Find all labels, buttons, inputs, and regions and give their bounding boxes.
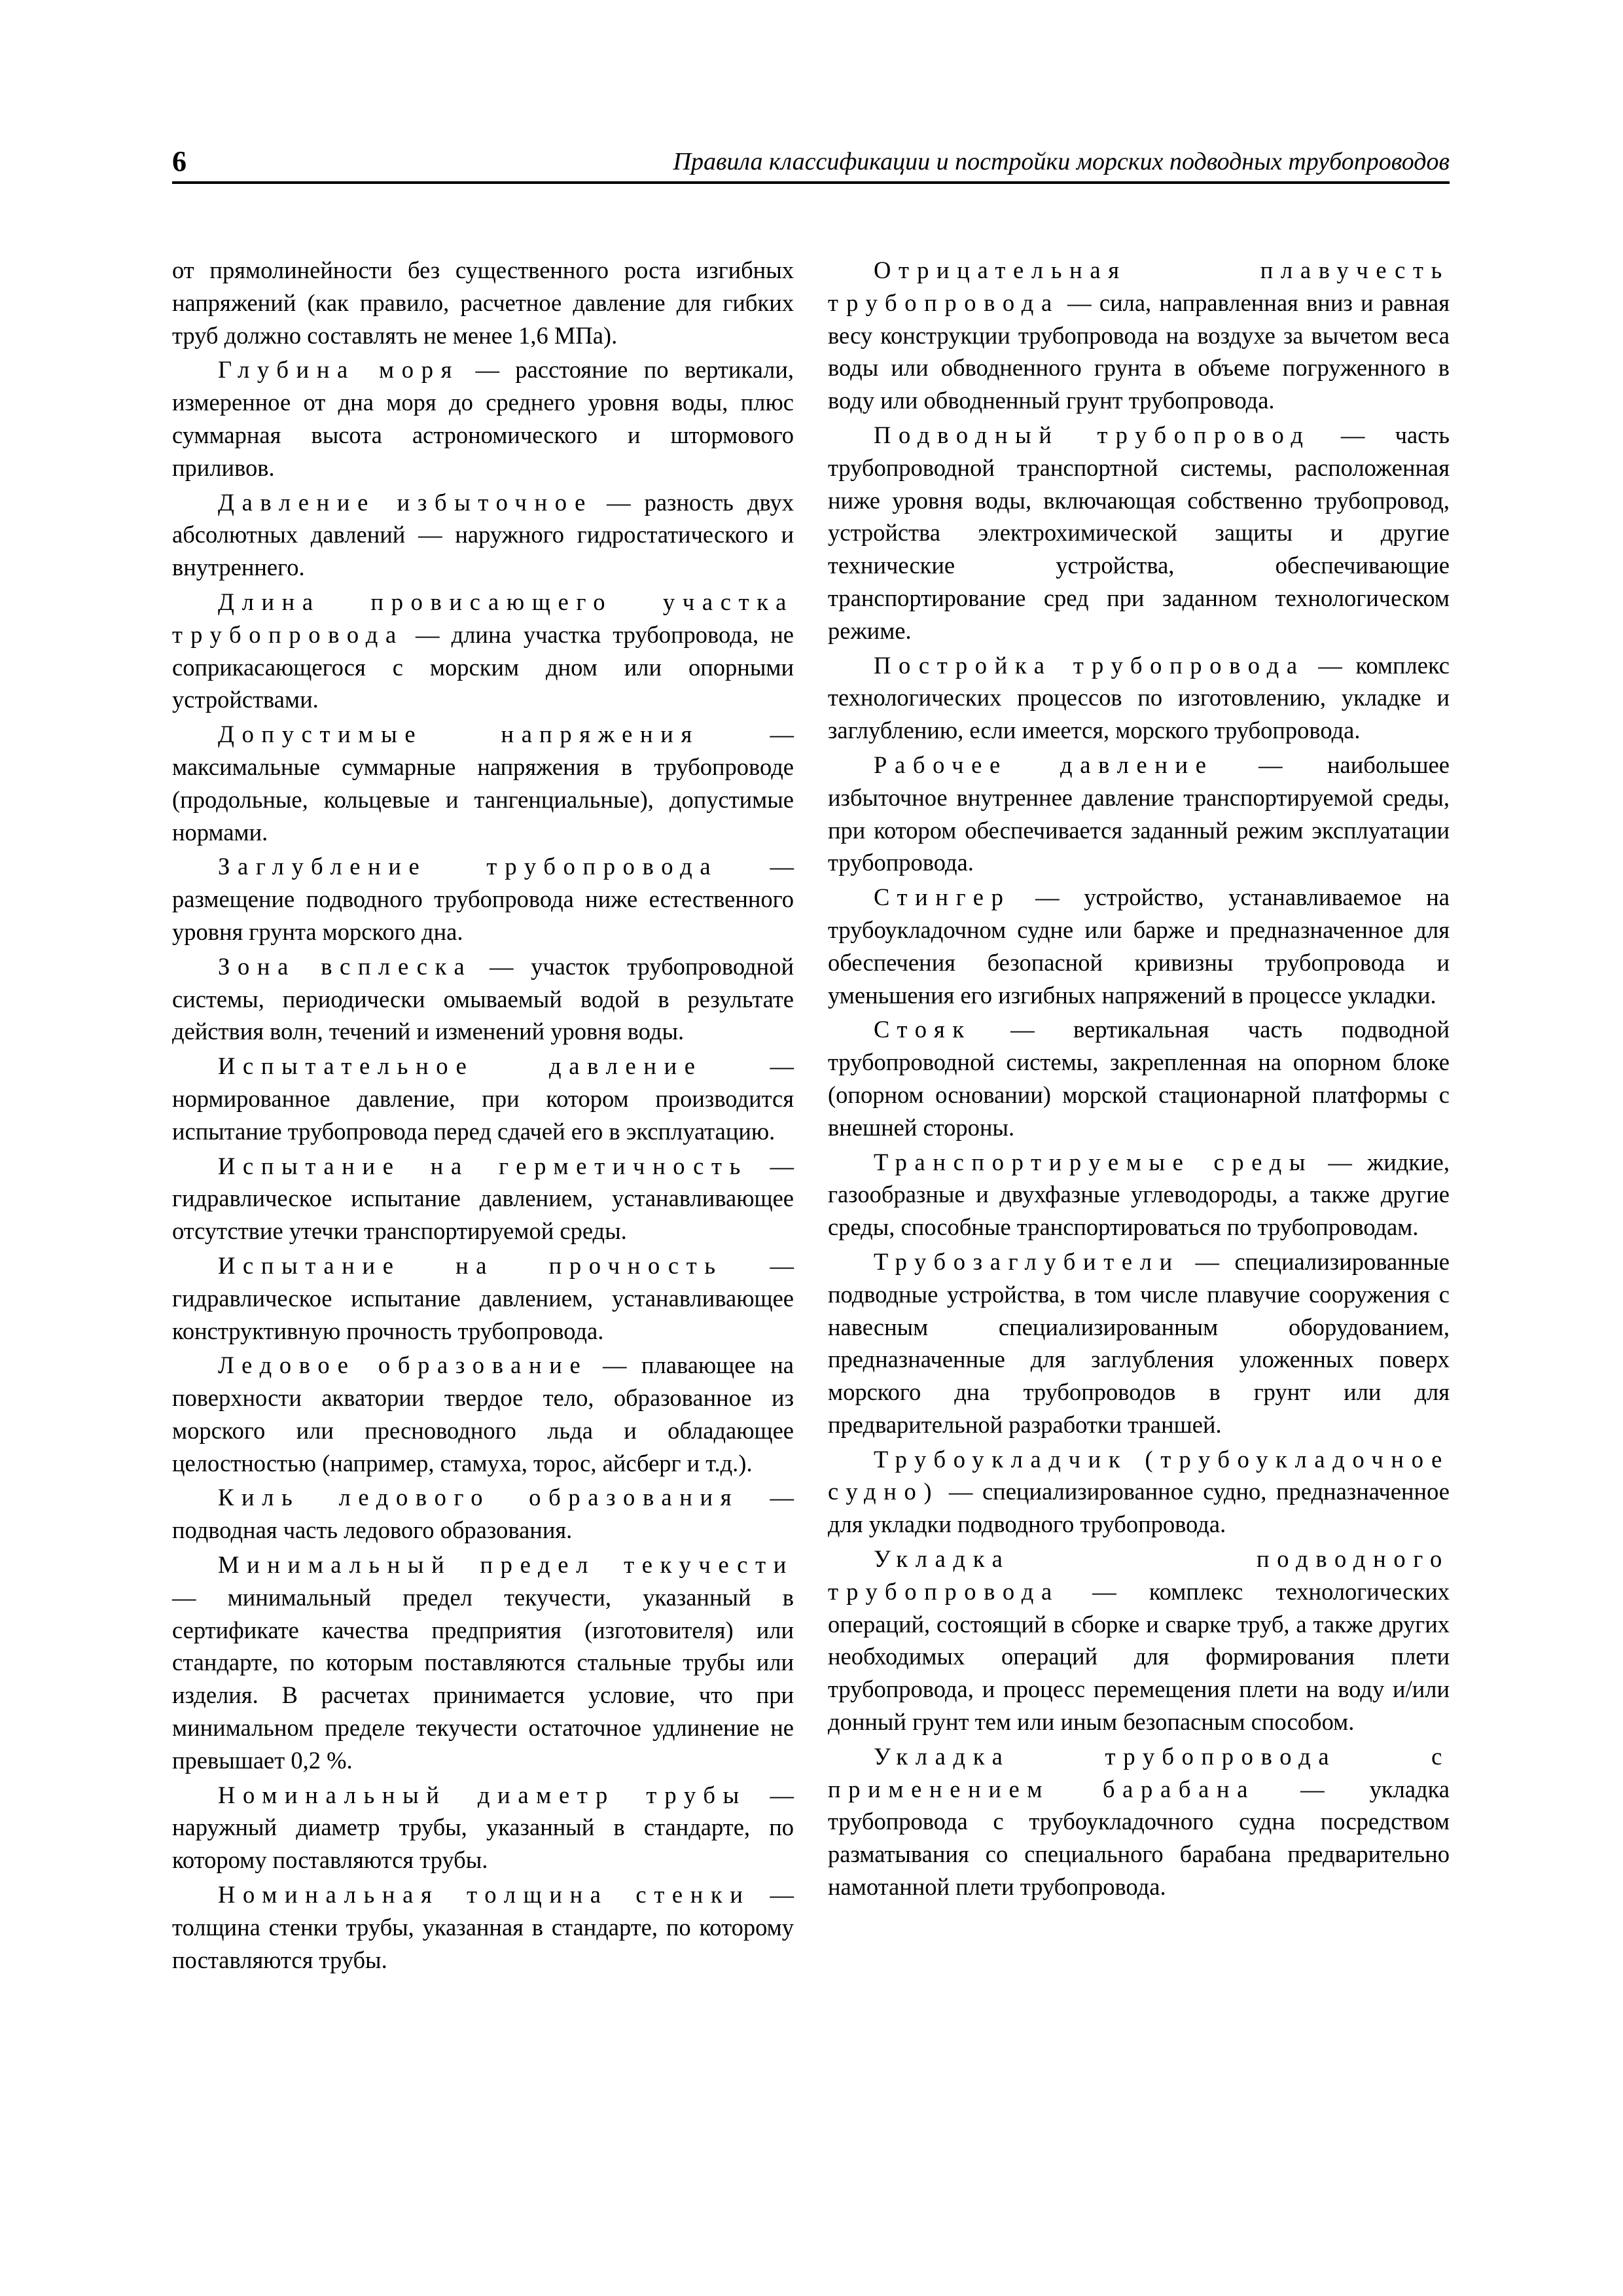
glossary-definition: — жидкие, газообразные и двухфазные углеводороды, а также другие среды, способные транспортироваться по трубопроводам. [828, 1148, 1450, 1241]
glossary-term: Испытание на прочность [218, 1251, 723, 1279]
glossary-entry [172, 1249, 794, 1347]
right-column [828, 254, 1450, 1905]
glossary-definition: — наружный диаметр трубы, указанный в стандарте, по которому поставляются трубы. [172, 1781, 794, 1874]
glossary-term: Ледовое образование [218, 1352, 588, 1379]
glossary-entry [828, 1146, 1450, 1244]
glossary-definition: — участок трубопроводной системы, периодически омываемый водой в результате действия волн, течений и изменений уровня воды. [172, 952, 794, 1045]
glossary-definition: — подводная часть ледового образования. [172, 1484, 794, 1544]
glossary-entry [828, 1543, 1450, 1738]
glossary-entry [828, 419, 1450, 647]
glossary-term: Постройка трубопровода [874, 651, 1305, 679]
glossary-term: Подводный трубопровод [874, 421, 1311, 448]
glossary-term: Допустимые напряжения [218, 721, 700, 748]
glossary-entry [828, 649, 1450, 747]
glossary-term: Стояк [874, 1016, 972, 1043]
glossary-definition: — толщина стенки трубы, указанная в стандарте, по которому поставляются трубы. [172, 1881, 794, 1973]
glossary-definition: — специализированное судно, предназначенное для укладки подводного трубопровода. [828, 1478, 1450, 1538]
glossary-entry [172, 718, 794, 848]
glossary-definition: — размещение подводного трубопровода ниже естественного уровня грунта морского дна. [172, 853, 794, 945]
glossary-term: Рабочее давление [874, 751, 1214, 778]
glossary-entry [828, 1443, 1450, 1541]
glossary-term: Испытание на герметичность [218, 1152, 748, 1179]
glossary-definition: — устройство, устанавливаемое на трубоукладочном судне или барже и предназначенное для обеспечения безопасной кривизны трубопровода и уменьшения его изгибных напряжений в процессе укладки. [828, 884, 1450, 1009]
glossary-entry [172, 586, 794, 716]
glossary-entry [172, 850, 794, 948]
running-title: Правила классификации и постройки морских подводных трубопроводов [673, 148, 1450, 175]
glossary-definition: — минимальный предел текучести, указанный в сертификате качества предприятия (изготовителя) или стандарте, по которым поставляются стальные трубы или изделия. В расчетах принимается условие, что при минимальном пределе текучести остаточное удлинение не превышает 0,2 %. [172, 1583, 794, 1774]
glossary-term: Трубозаглубители [874, 1247, 1180, 1275]
glossary-entry [172, 353, 794, 484]
glossary-term: Киль ледового образования [218, 1484, 740, 1511]
glossary-definition: — гидравлическое испытание давлением, устанавливающее отсутствие утечки транспортируемой среды. [172, 1152, 794, 1245]
glossary-term: Отрицательная плавучесть трубопровода [828, 257, 1450, 316]
glossary-term: Давление избыточное [218, 488, 594, 516]
glossary-definition: — нормированное давление, при котором производится испытание трубопровода перед сдачей его в эксплуатацию. [172, 1052, 794, 1145]
glossary-entry [172, 950, 794, 1048]
glossary-entry [172, 1481, 794, 1547]
glossary-term: Транспортируемые среды [874, 1148, 1313, 1175]
glossary-entry [828, 749, 1450, 879]
glossary-entry [172, 1779, 794, 1876]
glossary-definition: — гидравлическое испытание давлением, устанавливающее конструктивную прочность трубопровода. [172, 1251, 794, 1344]
glossary-term: Номинальный диаметр трубы [218, 1781, 747, 1808]
glossary-term: Номинальная толщина стенки [218, 1881, 751, 1909]
glossary-entry [172, 486, 794, 584]
glossary-entry [172, 1878, 794, 1976]
page-header [172, 145, 1450, 178]
glossary-definition: — максимальные суммарные напряжения в трубопроводе (продольные, кольцевые и тангенциальные), допустимые нормами. [172, 721, 794, 846]
glossary-entry [828, 1246, 1450, 1441]
glossary-definition: — специализированные подводные устройства, в том числе плавучие сооружения с навесным специализированным оборудованием, предназначенные для заглубления уложенных поверх морского дна трубопроводов в грунт или для предварительной разработки траншей. [828, 1247, 1450, 1438]
glossary-definition: — длина участка трубопровода, не соприкасающегося с морским дном или опорными устройствами. [172, 620, 794, 713]
glossary-entry [172, 1050, 794, 1147]
glossary-entry [172, 1150, 794, 1247]
left-column [172, 254, 794, 1978]
glossary-term: Трубоукладчик (трубоукладочное судно) [828, 1445, 1450, 1505]
glossary-definition: — комплекс технологических операций, состоящий в сборке и сварке труб, а также других необходимых операций для формирования плети трубопровода, и процесс перемещения плети на воду и/или донный грунт тем или иным безопасным способом. [828, 1577, 1450, 1736]
glossary-entry [172, 1349, 794, 1479]
glossary-entry [172, 1549, 794, 1777]
glossary-term: Заглубление трубопровода [218, 853, 719, 880]
glossary-entry [828, 881, 1450, 1011]
header-rule [172, 181, 1450, 184]
glossary-definition: — вертикальная часть подводной трубопроводной системы, закрепленная на опорном блоке (опорном основании) морской стационарной платформы с внешней стороны. [828, 1016, 1450, 1141]
glossary-definition: — разность двух абсолютных давлений — наружного гидростатического и внутреннего. [172, 488, 794, 581]
glossary-entry [828, 1740, 1450, 1903]
glossary-definition: — расстояние по вертикали, измеренное от дна моря до среднего уровня воды, плюс суммарная высота астрономического и штормового приливов. [172, 356, 794, 481]
glossary-term: Испытательное давление [218, 1052, 703, 1080]
glossary-definition: — часть трубопроводной транспортной системы, расположенная ниже уровня воды, включающая собственно трубопровод, устройства электрохимической защиты и другие технические устройства, обеспечивающие транспортирование сред при заданном технологическом режиме. [828, 421, 1450, 644]
glossary-term: Укладка трубопровода с применением барабана [828, 1742, 1450, 1803]
glossary-definition: — комплекс технологических процессов по изготовлению, укладке и заглублению, если имеется, морского трубопровода. [828, 651, 1450, 744]
continued-paragraph: от прямолинейности без существенного роста изгибных напряжений (как правило, расчетное давление для гибких труб должно составлять не менее 1,6 МПа). [172, 257, 794, 349]
glossary-term: Стингер [874, 884, 1011, 911]
glossary-definition: — плавающее на поверхности акватории твердое тело, образованное из морского или пресноводного льда и обладающее целостностью (например, стамуха, торос, айсберг и т.д.). [172, 1352, 794, 1477]
glossary-term: Зона всплеска [218, 952, 473, 980]
glossary-definition: — укладка трубопровода с трубоукладочного судна посредством разматывания со специального барабана предварительно намотанной плети трубопровода. [828, 1775, 1450, 1901]
page-number: 6 [172, 145, 187, 177]
glossary-term: Длина провисающего участка трубопровода [172, 588, 794, 648]
glossary-entry [828, 254, 1450, 417]
glossary-term: Укладка подводного трубопровода [828, 1545, 1450, 1605]
glossary-term: Глубина моря [218, 356, 460, 384]
glossary-entry [828, 1013, 1450, 1143]
glossary-definition: — наибольшее избыточное внутреннее давление транспортируемой среды, при котором обеспечивается заданный режим эксплуатации трубопровода. [828, 751, 1450, 876]
glossary-definition: — сила, направленная вниз и равная весу конструкции трубопровода на воздухе за вычетом веса воды или обводненного грунта в объеме погруженного в воду или обводненный грунт трубопровода. [828, 289, 1450, 414]
glossary-term: Минимальный предел текучести [218, 1551, 794, 1579]
